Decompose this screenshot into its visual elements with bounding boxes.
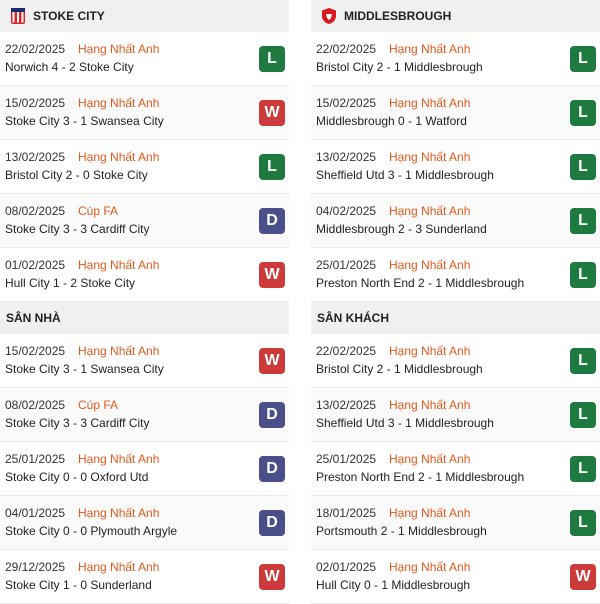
match-score: Stoke City 3 - 1 Swansea City bbox=[5, 114, 164, 128]
match-league[interactable]: Hạng Nhất Anh bbox=[389, 204, 471, 218]
match-league[interactable]: Hạng Nhất Anh bbox=[389, 452, 471, 466]
boro-title: MIDDLESBROUGH bbox=[344, 9, 452, 23]
match-row[interactable] bbox=[311, 86, 600, 140]
match-league[interactable]: Hạng Nhất Anh bbox=[389, 258, 471, 272]
match-score: Stoke City 0 - 0 Oxford Utd bbox=[5, 470, 149, 484]
match-row[interactable] bbox=[311, 496, 600, 550]
match-league[interactable]: Cúp FA bbox=[78, 204, 119, 218]
match-date: 15/02/2025 bbox=[316, 96, 377, 110]
match-score: Stoke City 1 - 0 Sunderland bbox=[5, 578, 152, 592]
match-league[interactable]: Hạng Nhất Anh bbox=[389, 150, 471, 164]
match-date: 01/02/2025 bbox=[5, 258, 66, 272]
result-badge: L bbox=[570, 456, 596, 482]
match-date: 13/02/2025 bbox=[316, 398, 377, 412]
result-badge: L bbox=[570, 402, 596, 428]
result-badge: D bbox=[259, 208, 285, 234]
match-date: 13/02/2025 bbox=[316, 150, 377, 164]
match-league[interactable]: Hạng Nhất Anh bbox=[389, 42, 471, 56]
boro-match-list bbox=[311, 32, 600, 302]
stoke-title: STOKE CITY bbox=[33, 9, 105, 23]
match-score: Stoke City 3 - 1 Swansea City bbox=[5, 362, 164, 376]
match-row[interactable] bbox=[0, 388, 289, 442]
match-row[interactable] bbox=[311, 442, 600, 496]
match-score: Norwich 4 - 2 Stoke City bbox=[5, 60, 134, 74]
match-score: Middlesbrough 2 - 3 Sunderland bbox=[316, 222, 487, 236]
away-match-list bbox=[311, 334, 600, 604]
home-title: SÂN NHÀ bbox=[6, 311, 61, 325]
away-column bbox=[311, 302, 600, 604]
match-row[interactable] bbox=[0, 442, 289, 496]
match-score: Hull City 1 - 2 Stoke City bbox=[5, 276, 136, 290]
match-score: Preston North End 2 - 1 Middlesbrough bbox=[316, 470, 525, 484]
match-row[interactable] bbox=[311, 32, 600, 86]
result-badge: D bbox=[259, 402, 285, 428]
match-row[interactable] bbox=[0, 140, 289, 194]
middlesbrough-crest-icon bbox=[320, 7, 338, 25]
match-row[interactable] bbox=[0, 194, 289, 248]
match-score: Preston North End 2 - 1 Middlesbrough bbox=[316, 276, 525, 290]
match-score: Bristol City 2 - 1 Middlesbrough bbox=[316, 362, 483, 376]
result-badge: W bbox=[259, 348, 285, 374]
match-score: Portsmouth 2 - 1 Middlesbrough bbox=[316, 524, 487, 538]
match-date: 15/02/2025 bbox=[5, 344, 66, 358]
match-row[interactable] bbox=[311, 334, 600, 388]
result-badge: L bbox=[570, 100, 596, 126]
match-league[interactable]: Hạng Nhất Anh bbox=[78, 150, 160, 164]
match-score: Bristol City 2 - 1 Middlesbrough bbox=[316, 60, 483, 74]
match-date: 18/01/2025 bbox=[316, 506, 377, 520]
result-badge: D bbox=[259, 456, 285, 482]
match-score: Stoke City 3 - 3 Cardiff City bbox=[5, 222, 150, 236]
match-row[interactable] bbox=[0, 32, 289, 86]
match-date: 22/02/2025 bbox=[5, 42, 66, 56]
result-badge: W bbox=[259, 262, 285, 288]
match-league[interactable]: Hạng Nhất Anh bbox=[389, 344, 471, 358]
result-badge: L bbox=[570, 262, 596, 288]
away-title: SÂN KHÁCH bbox=[317, 311, 389, 325]
match-league[interactable]: Hạng Nhất Anh bbox=[78, 42, 160, 56]
match-row[interactable] bbox=[0, 86, 289, 140]
match-score: Hull City 0 - 1 Middlesbrough bbox=[316, 578, 471, 592]
result-badge: L bbox=[570, 154, 596, 180]
match-date: 04/01/2025 bbox=[5, 506, 66, 520]
match-league[interactable]: Hạng Nhất Anh bbox=[389, 506, 471, 520]
match-row[interactable] bbox=[311, 388, 600, 442]
result-badge: D bbox=[259, 510, 285, 536]
home-header bbox=[0, 302, 289, 334]
match-score: Stoke City 0 - 0 Plymouth Argyle bbox=[5, 524, 178, 538]
match-league[interactable]: Hạng Nhất Anh bbox=[78, 258, 160, 272]
match-score: Sheffield Utd 3 - 1 Middlesbrough bbox=[316, 168, 494, 182]
match-date: 29/12/2025 bbox=[5, 560, 66, 574]
match-row[interactable] bbox=[0, 248, 289, 302]
result-badge: L bbox=[259, 46, 285, 72]
stoke-match-list bbox=[0, 32, 289, 302]
match-league[interactable]: Hạng Nhất Anh bbox=[78, 344, 160, 358]
stoke-crest-icon bbox=[9, 7, 27, 25]
result-badge: L bbox=[570, 348, 596, 374]
result-badge: W bbox=[259, 100, 285, 126]
boro-header bbox=[311, 0, 600, 32]
match-row[interactable] bbox=[311, 248, 600, 302]
match-date: 08/02/2025 bbox=[5, 204, 66, 218]
match-date: 15/02/2025 bbox=[5, 96, 66, 110]
match-row[interactable] bbox=[0, 334, 289, 388]
match-date: 22/02/2025 bbox=[316, 344, 377, 358]
stoke-header bbox=[0, 0, 289, 32]
away-header bbox=[311, 302, 600, 334]
result-badge: L bbox=[570, 46, 596, 72]
match-league[interactable]: Hạng Nhất Anh bbox=[389, 398, 471, 412]
match-row[interactable] bbox=[311, 194, 600, 248]
match-date: 02/01/2025 bbox=[316, 560, 377, 574]
match-date: 22/02/2025 bbox=[316, 42, 377, 56]
stoke-column bbox=[0, 0, 289, 302]
match-date: 08/02/2025 bbox=[5, 398, 66, 412]
match-score: Sheffield Utd 3 - 1 Middlesbrough bbox=[316, 416, 494, 430]
match-row[interactable] bbox=[0, 496, 289, 550]
boro-column bbox=[311, 0, 600, 302]
match-date: 25/01/2025 bbox=[316, 452, 377, 466]
home-column bbox=[0, 302, 289, 604]
match-league[interactable]: Hạng Nhất Anh bbox=[78, 96, 160, 110]
match-date: 13/02/2025 bbox=[5, 150, 66, 164]
match-date: 04/02/2025 bbox=[316, 204, 377, 218]
result-badge: W bbox=[259, 564, 285, 590]
result-badge: L bbox=[259, 154, 285, 180]
match-date: 25/01/2025 bbox=[316, 258, 377, 272]
match-league[interactable]: Hạng Nhất Anh bbox=[389, 96, 471, 110]
match-league[interactable]: Hạng Nhất Anh bbox=[78, 506, 160, 520]
result-badge: W bbox=[570, 564, 596, 590]
match-score: Middlesbrough 0 - 1 Watford bbox=[316, 114, 467, 128]
match-date: 25/01/2025 bbox=[5, 452, 66, 466]
match-row[interactable] bbox=[311, 140, 600, 194]
match-league[interactable]: Hạng Nhất Anh bbox=[389, 560, 471, 574]
match-score: Bristol City 2 - 0 Stoke City bbox=[5, 168, 148, 182]
match-league[interactable]: Hạng Nhất Anh bbox=[78, 452, 160, 466]
match-league[interactable]: Cúp FA bbox=[78, 398, 119, 412]
match-score: Stoke City 3 - 3 Cardiff City bbox=[5, 416, 150, 430]
result-badge: L bbox=[570, 510, 596, 536]
home-match-list bbox=[0, 334, 289, 604]
result-badge: L bbox=[570, 208, 596, 234]
match-league[interactable]: Hạng Nhất Anh bbox=[78, 560, 160, 574]
